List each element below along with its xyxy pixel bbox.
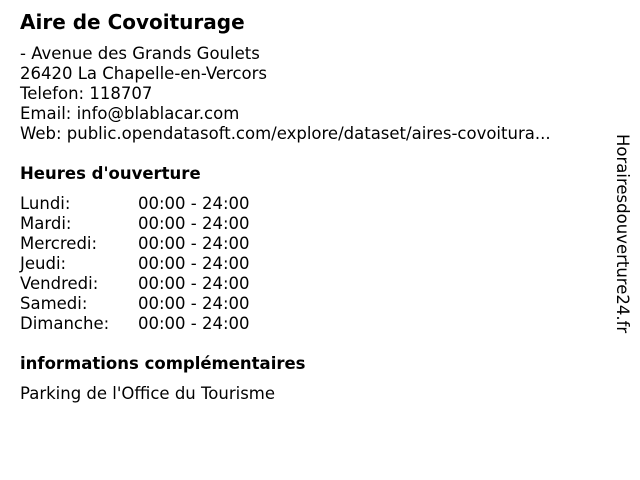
time-range: 00:00 - 24:00 — [138, 254, 250, 273]
additional-info-text: Parking de l'Office du Tourisme — [20, 384, 276, 403]
hours-row-friday — [20, 274, 280, 294]
web-line: Web: public.opendatasoft.com/explore/dataset/aires-covoitura... — [20, 124, 551, 143]
additional-info-heading: informations complémentaires — [20, 354, 306, 373]
time-range: 00:00 - 24:00 — [138, 314, 250, 333]
place-title: Aire de Covoiturage — [20, 10, 245, 34]
city-line: 26420 La Chapelle-en-Vercors — [20, 64, 267, 83]
address-block — [20, 44, 551, 144]
day-label: Lundi: — [20, 194, 71, 213]
phone-line: Telefon: 118707 — [20, 84, 153, 103]
day-label: Mercredi: — [20, 234, 98, 253]
time-range: 00:00 - 24:00 — [138, 274, 250, 293]
opening-hours-heading: Heures d'ouverture — [20, 164, 201, 183]
hours-row-tuesday — [20, 214, 280, 234]
time-range: 00:00 - 24:00 — [138, 234, 250, 253]
hours-row-monday — [20, 194, 280, 214]
day-label: Mardi: — [20, 214, 72, 233]
site-watermark — [612, 134, 632, 370]
hours-row-saturday — [20, 294, 280, 314]
hours-row-thursday — [20, 254, 280, 274]
day-label: Jeudi: — [20, 254, 67, 273]
hours-row-wednesday — [20, 234, 280, 254]
opening-hours-table — [20, 194, 280, 334]
day-label: Dimanche: — [20, 314, 110, 333]
time-range: 00:00 - 24:00 — [138, 214, 250, 233]
site-watermark-text: Horairesdouverture24.fr — [613, 134, 632, 334]
hours-row-sunday — [20, 314, 280, 334]
email-line: Email: info@blablacar.com — [20, 104, 240, 123]
day-label: Vendredi: — [20, 274, 99, 293]
time-range: 00:00 - 24:00 — [138, 294, 250, 313]
time-range: 00:00 - 24:00 — [138, 194, 250, 213]
street-address: - Avenue des Grands Goulets — [20, 44, 260, 63]
day-label: Samedi: — [20, 294, 88, 313]
